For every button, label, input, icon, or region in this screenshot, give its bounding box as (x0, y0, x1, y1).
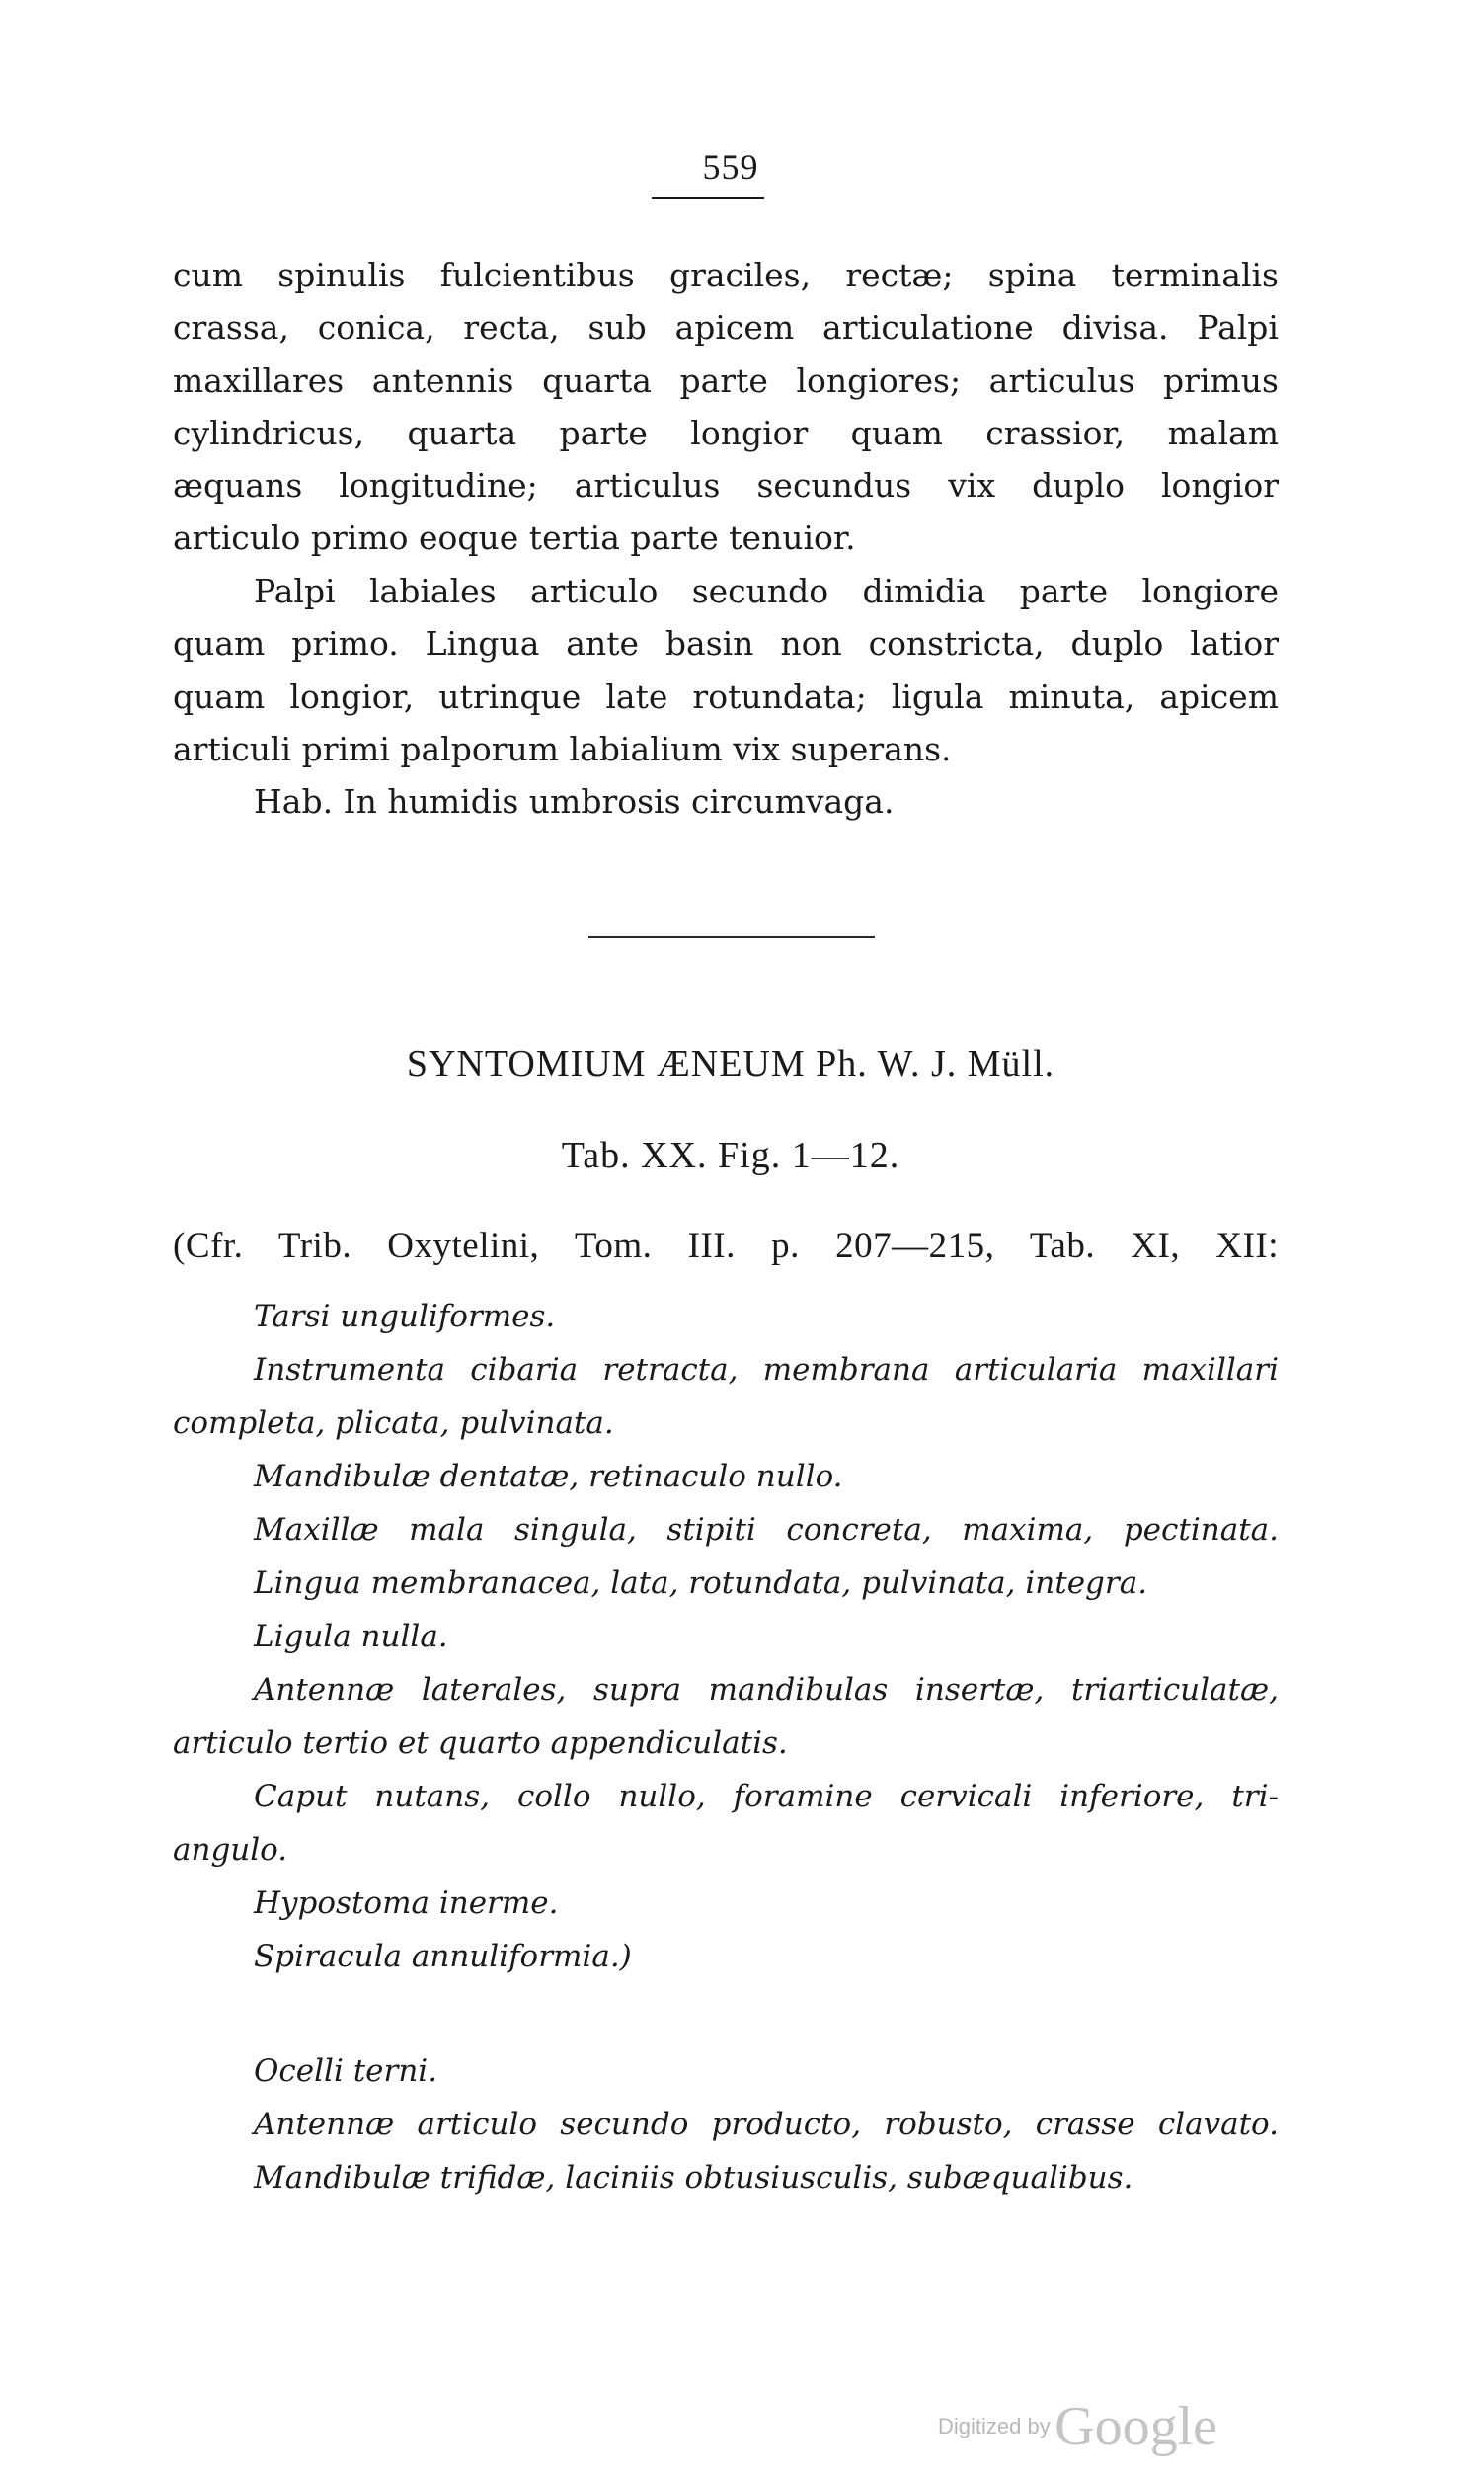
character-line: Antennæ laterales, supra mandibulas insertæ, triarticulatæ, (254, 1672, 1279, 1708)
character-line: Lingua membranacea, lata, rotundata, pulvinata, integra. (254, 1565, 1148, 1601)
text-line: quam longior, utrinque late rotundata; ligula minuta, apicem (173, 677, 1279, 716)
character-line: Maxillæ mala singula, stipiti concreta, maxima, pectinata. (254, 1512, 1279, 1548)
paragraph-2 (173, 565, 1279, 828)
text-line: quam primo. Lingua ante basin non constricta, duplo latior (173, 624, 1279, 664)
text-line: crassa, conica, recta, sub apicem articulatione divisa. Palpi (173, 308, 1279, 348)
character-line: Spiracula annuliformia.) (254, 1939, 632, 1974)
google-logo: Google (1054, 2396, 1218, 2457)
watermark-prefix: Digitized by (938, 2414, 1051, 2438)
tribe-characters (173, 1290, 1279, 1983)
species-title: SYNTOMIUM ÆNEUM Ph. W. J. Müll. (406, 1043, 1055, 1084)
page-number-underline (652, 197, 764, 199)
text-line: maxillares antennis quarta parte longiores; articulus primus (173, 360, 1279, 400)
character-line: Hypostoma inerme. (254, 1885, 559, 1921)
character-line: completa, plicata, pulvinata. (173, 1405, 614, 1441)
text-line: Palpi labiales articulo secundo dimidia parte longiore (254, 572, 1279, 610)
plate-reference: Tab. XX. Fig. 1—12. (561, 1135, 900, 1176)
section-separator (588, 936, 875, 938)
character-line: Tarsi unguliformes. (254, 1299, 556, 1334)
text-line: cylindricus, quarta parte longior quam crassior, malam (173, 413, 1279, 452)
character-line: Instrumenta cibaria retracta, membrana articularia maxillari (254, 1352, 1279, 1388)
paragraph-1 (173, 249, 1279, 565)
page-number: 559 (702, 147, 759, 187)
species-characters (173, 2044, 1279, 2204)
character-line: angulo. (173, 1832, 288, 1868)
text-line: æquans longitudine; articulus secundus vix duplo longior (173, 466, 1279, 506)
character-line: Caput nutans, collo nullo, foramine cervicali inferiore, tri- (254, 1779, 1279, 1814)
text-line: cum spinulis fulcientibus graciles, rectæ; spina terminalis (173, 256, 1279, 294)
character-line: Mandibulæ trifidæ, laciniis obtusiusculis, subæqualibus. (254, 2160, 1133, 2196)
character-line: Ligula nulla. (254, 1619, 448, 1654)
character-line: Ocelli terni. (254, 2053, 438, 2089)
text-line: articuli primi palporum labialium vix superans. (173, 729, 952, 768)
character-line: articulo tertio et quarto appendiculatis. (173, 1725, 788, 1761)
digitized-watermark (938, 2395, 1217, 2458)
cross-reference: (Cfr. Trib. Oxytelini, Tom. III. p. 207—215, Tab. XI, XII: (173, 1226, 1279, 1266)
character-line: Mandibulæ dentatæ, retinaculo nullo. (254, 1459, 843, 1494)
habitat-line: Hab. In humidis umbrosis circumvaga. (254, 782, 895, 822)
text-line: articulo primo eoque tertia parte tenuior. (173, 519, 856, 558)
character-line: Antennæ articulo secundo producto, robusto, crasse clavato. (254, 2107, 1279, 2142)
